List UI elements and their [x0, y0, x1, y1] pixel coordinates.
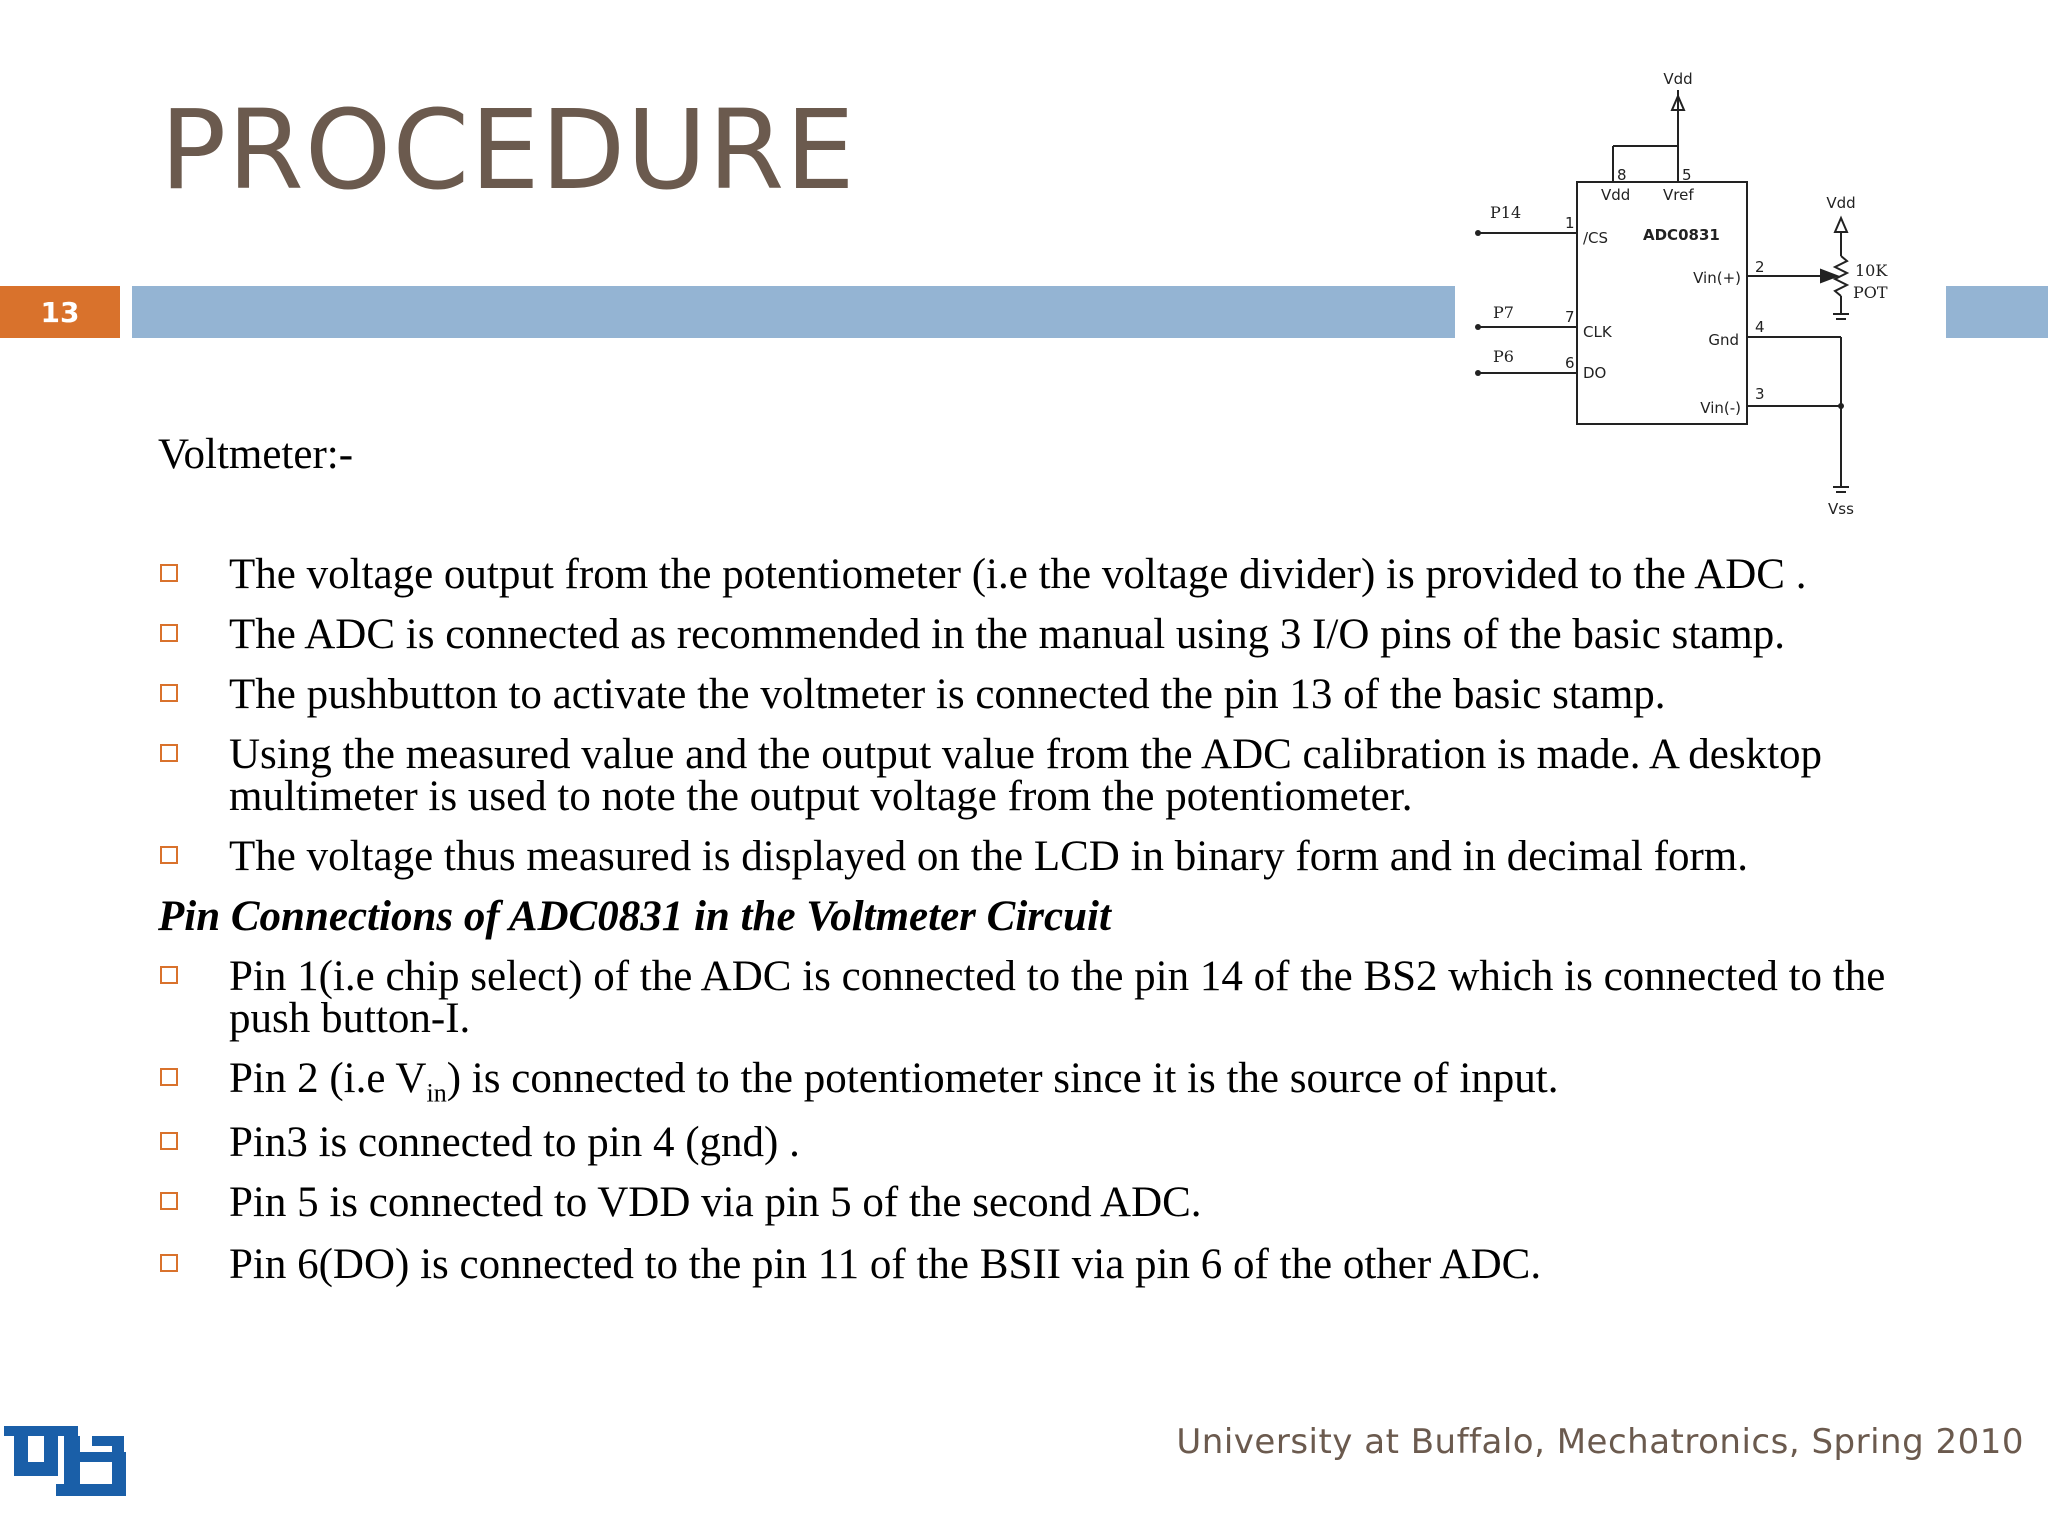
bullet-square-icon — [160, 624, 178, 642]
header-bar-right — [1946, 286, 2048, 338]
vin-minus-label: Vin(-) — [1700, 399, 1741, 417]
clk-label: CLK — [1583, 323, 1612, 341]
pin2-prefix-text: Pin 2 (i.e V — [229, 1055, 427, 1102]
vss-label: Vss — [1828, 500, 1854, 518]
vin-plus-label: Vin(+) — [1693, 269, 1741, 287]
bullet-square-icon — [160, 966, 178, 984]
bullet-square-icon — [160, 846, 178, 864]
pot-name-label: POT — [1853, 283, 1888, 302]
section-label-voltmeter: Voltmeter:- — [158, 431, 354, 478]
pin7-label: 7 — [1565, 308, 1575, 326]
bullet-square-icon — [160, 1132, 178, 1150]
cs-label: /CS — [1583, 229, 1609, 247]
pin1-label: 1 — [1565, 214, 1575, 232]
bullet-square-icon — [160, 1254, 178, 1272]
slide-number: 13 — [0, 286, 120, 338]
pin6-label: 6 — [1565, 354, 1575, 372]
pin2-suffix-text: ) is connected to the potentiometer since it is the source of input. — [446, 1055, 1559, 1102]
footer-text: University at Buffalo, Mechatronics, Spring 2010 — [1176, 1422, 2024, 1462]
header-bar — [132, 286, 1468, 338]
pin4-label: 4 — [1755, 318, 1765, 336]
pin2-label: 2 — [1755, 258, 1765, 276]
pin3-label: 3 — [1755, 385, 1765, 403]
vref-label: Vref — [1663, 186, 1694, 204]
p6-label: P6 — [1493, 347, 1514, 366]
bullet-square-icon — [160, 684, 178, 702]
pin-connections-heading: Pin Connections of ADC0831 in the Voltmeter Circuit — [158, 893, 1111, 940]
vdd-pin-label: Vdd — [1601, 186, 1631, 204]
ub-logo-icon — [4, 1422, 134, 1498]
p14-label: P14 — [1490, 203, 1522, 222]
bullet-square-icon — [160, 1068, 178, 1086]
do-label: DO — [1583, 364, 1607, 382]
vdd-pot-label: Vdd — [1826, 194, 1856, 212]
vin-minus-node — [1838, 403, 1844, 409]
p14-node — [1475, 230, 1481, 236]
pin8-label: 8 — [1617, 166, 1627, 184]
pin2-subscript: in — [426, 1078, 447, 1108]
vdd-top-label: Vdd — [1663, 70, 1693, 88]
gnd-label: Gnd — [1708, 331, 1739, 349]
p6-node — [1475, 370, 1481, 376]
slide-title: PROCEDURE — [160, 86, 856, 214]
pot-value-label: 10K — [1855, 261, 1888, 280]
bullet-square-icon — [160, 564, 178, 582]
bullet-square-icon — [160, 1192, 178, 1210]
p7-label: P7 — [1493, 303, 1514, 322]
chip-label: ADC0831 — [1643, 226, 1720, 244]
p7-node — [1475, 324, 1481, 330]
pin5-label: 5 — [1682, 166, 1692, 184]
adc-schematic-diagram — [1455, 62, 1935, 530]
bullet-square-icon — [160, 744, 178, 762]
